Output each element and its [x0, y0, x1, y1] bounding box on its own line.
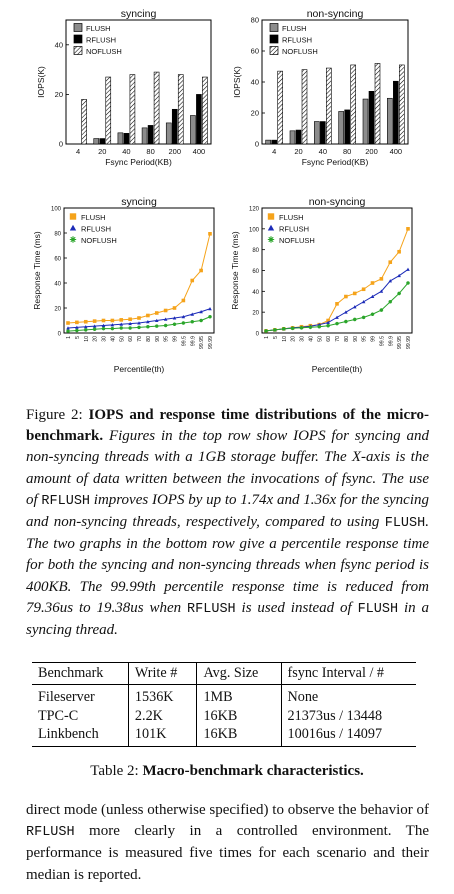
flush-marker	[155, 311, 159, 315]
x-tick-label: 99	[172, 336, 179, 342]
caption-text: . The two graphs in the bottom row give a percentile response time for both the syncing and non-syncing threads when fsync period is 400KB. The 99.99th percentile response time is reduced from 79.36us to 19.38us when	[26, 514, 429, 616]
chart-title: syncing	[120, 8, 157, 20]
flush-marker	[66, 321, 70, 325]
noflush-marker	[335, 322, 339, 326]
x-tick-label: 70	[335, 336, 341, 342]
noflush-bar	[130, 75, 135, 144]
y-tick-label: 20	[54, 306, 61, 313]
x-tick-label: 40	[110, 336, 117, 342]
x-tick-label: 400	[389, 147, 403, 156]
noflush-marker	[199, 319, 203, 323]
noflush-marker	[84, 328, 88, 332]
x-tick-label: 60	[128, 336, 135, 342]
chart-title: non-syncing	[306, 8, 364, 20]
flush-marker	[208, 232, 212, 236]
flush-marker	[335, 302, 339, 306]
noflush-marker	[353, 318, 357, 322]
rflush-marker	[208, 307, 212, 310]
legend-swatch	[74, 47, 82, 55]
noflush-marker	[164, 324, 168, 328]
noflush-marker	[155, 324, 159, 328]
rflush-bar	[345, 110, 350, 144]
y-tick-label: 20	[250, 108, 259, 118]
caption-code: RFLUSH	[41, 493, 91, 509]
table-label: Table 2:	[90, 763, 139, 779]
noflush-marker	[146, 325, 150, 329]
x-tick-label: 20	[92, 336, 99, 342]
noflush-bar	[154, 72, 159, 144]
x-tick-label: 99.9	[388, 336, 395, 347]
iops-non-syncing-chart	[232, 8, 408, 167]
x-tick-label: 90	[352, 336, 359, 342]
flush-marker	[388, 260, 392, 264]
table-cell: 2.2K	[128, 707, 197, 726]
body-paragraph	[26, 800, 429, 886]
noflush-marker	[208, 315, 212, 319]
flush-bar	[190, 115, 195, 144]
table-row	[32, 685, 416, 707]
x-tick-label: 5	[272, 336, 279, 339]
table-cell: 16KB	[197, 725, 281, 746]
rflush-bar	[172, 109, 177, 144]
flush-bar	[166, 123, 171, 144]
noflush-marker	[111, 327, 115, 331]
y-tick-label: 20	[252, 310, 259, 317]
body-text: direct mode (unless otherwise specified) to observe the behavior of	[26, 802, 429, 818]
noflush-marker	[75, 329, 79, 333]
caption-code: FLUSH	[357, 601, 399, 617]
x-tick-label: 40	[122, 147, 131, 156]
rflush-line	[266, 269, 408, 330]
x-tick-label: 1	[264, 336, 270, 339]
noflush-bar	[106, 77, 111, 144]
x-tick-label: 90	[154, 336, 161, 342]
x-tick-label: 5	[74, 336, 81, 339]
y-tick-label: 0	[57, 331, 61, 338]
noflush-marker	[291, 327, 295, 331]
table-cell: TPC-C	[38, 707, 79, 724]
noflush-marker	[128, 326, 132, 330]
response-time-syncing-chart	[32, 196, 214, 374]
x-tick-label: 99	[370, 336, 377, 342]
y-tick-label: 60	[54, 256, 61, 263]
rflush-bar	[393, 81, 398, 144]
x-tick-label: 60	[326, 336, 333, 342]
table-cell: 1MB	[197, 685, 281, 707]
x-tick-label: 20	[294, 147, 303, 156]
noflush-marker	[282, 327, 286, 331]
flush-bar	[314, 122, 319, 144]
noflush-marker	[300, 326, 304, 330]
x-tick-label: 40	[308, 336, 315, 342]
legend-label: RFLUSH	[81, 224, 112, 234]
table-cell: Linkbench	[32, 725, 128, 746]
flush-bar	[94, 139, 99, 144]
noflush-bar	[178, 75, 183, 144]
table-cell: 101K	[128, 725, 197, 746]
noflush-marker	[326, 324, 330, 328]
table-cell: 16KB	[197, 707, 281, 726]
flush-bar	[387, 98, 392, 144]
figure-caption	[26, 405, 429, 641]
rflush-marker	[70, 225, 76, 231]
rflush-bar	[369, 91, 374, 144]
flush-marker	[182, 299, 186, 303]
x-tick-label: 95	[163, 336, 170, 342]
iops-syncing-chart	[36, 8, 211, 167]
flush-marker	[93, 319, 97, 323]
noflush-marker	[388, 300, 392, 304]
x-axis-label: Fsync Period(KB)	[105, 157, 172, 167]
table-cell: None	[281, 685, 416, 707]
figure-label: Figure 2:	[26, 407, 83, 423]
noflush-bar	[202, 77, 207, 144]
body-text: more clearly in a controlled environment. The performance is measured five times for each scenario and their median is reported.	[26, 823, 430, 883]
rflush-marker	[406, 268, 410, 271]
x-axis-label: Percentile(th)	[113, 364, 165, 374]
x-tick-label: 10	[83, 336, 90, 342]
figure-caption-title: IOPS and response time distributions of the micro-benchmark.	[26, 407, 429, 445]
flush-marker	[164, 309, 168, 313]
caption-code: RFLUSH	[187, 601, 236, 617]
table-cell: 21373us / 13448	[281, 707, 416, 726]
y-tick-label: 40	[252, 289, 259, 296]
legend-label: RFLUSH	[86, 35, 117, 45]
figure-2	[0, 0, 454, 400]
x-tick-label: 4	[272, 147, 277, 156]
x-tick-label: 99.95	[199, 336, 206, 349]
y-axis-label: Response Time (ms)	[32, 231, 42, 310]
noflush-marker	[380, 308, 384, 312]
y-tick-label: 100	[248, 227, 259, 234]
x-axis-label: Fsync Period(KB)	[301, 157, 369, 167]
x-tick-label: 99.95	[397, 336, 404, 349]
table-header: Avg. Size	[197, 663, 281, 685]
y-tick-label: 80	[250, 15, 259, 25]
caption-text: Figures in the top row show IOPS for syncing and non-syncing threads with a 1GB storage buffer. The X-axis is the amount of data written between the invocations of fsync. The use of	[26, 428, 429, 508]
noflush-marker	[397, 292, 401, 296]
flush-marker	[75, 321, 79, 325]
y-tick-label: 60	[252, 269, 259, 275]
response-time-non-syncing-chart	[230, 196, 412, 374]
chart-title: non-syncing	[308, 196, 366, 208]
chart-title: syncing	[121, 196, 157, 208]
legend-swatch	[270, 35, 278, 43]
table-header-row	[32, 663, 416, 685]
flush-marker	[70, 213, 76, 219]
legend-swatch	[74, 35, 82, 43]
flush-marker	[353, 292, 357, 296]
y-tick-label: 80	[54, 231, 61, 238]
x-tick-label: 40	[318, 147, 328, 156]
flush-marker	[406, 227, 410, 231]
x-axis-label: Percentile(th)	[311, 364, 363, 374]
rflush-bar	[296, 130, 301, 144]
flush-bar	[118, 133, 123, 144]
noflush-marker	[268, 236, 274, 242]
x-tick-label: 99.9	[190, 336, 197, 347]
x-tick-label: 95	[361, 336, 368, 342]
rflush-bar	[272, 140, 277, 144]
x-tick-label: 400	[192, 147, 206, 156]
rflush-bar	[124, 133, 129, 144]
noflush-marker	[102, 327, 106, 331]
legend-label: FLUSH	[81, 213, 106, 222]
noflush-marker	[264, 329, 268, 333]
noflush-marker	[344, 320, 348, 324]
flush-marker	[344, 295, 348, 299]
noflush-bar	[399, 65, 404, 144]
table-header: Benchmark	[32, 663, 128, 685]
noflush-bar	[278, 71, 283, 144]
noflush-marker	[137, 326, 141, 330]
noflush-marker	[362, 316, 366, 320]
x-tick-label: 200	[365, 147, 378, 156]
flush-marker	[102, 319, 106, 323]
table-caption-title: Macro-benchmark characteristics.	[142, 763, 364, 779]
y-tick-label: 0	[255, 331, 259, 338]
y-tick-label: 40	[54, 281, 61, 288]
noflush-marker	[173, 322, 177, 326]
x-tick-label: 80	[343, 336, 350, 342]
rflush-bar	[148, 125, 153, 144]
flush-marker	[199, 269, 203, 273]
legend-label: FLUSH	[282, 24, 307, 33]
y-tick-label: 40	[250, 77, 259, 87]
rflush-bar	[320, 122, 325, 144]
x-tick-label: 20	[290, 336, 297, 342]
x-tick-label: 50	[119, 336, 126, 342]
legend-label: NOFLUSH	[86, 47, 122, 56]
table-row	[32, 707, 416, 726]
noflush-marker	[182, 321, 186, 325]
rflush-marker	[268, 225, 274, 231]
flush-marker	[111, 319, 115, 323]
x-tick-label: 10	[281, 336, 288, 342]
noflush-marker	[190, 320, 194, 324]
legend-label: NOFLUSH	[282, 47, 318, 56]
noflush-marker	[93, 327, 97, 331]
legend-swatch	[74, 24, 82, 32]
flush-marker	[137, 316, 141, 320]
noflush-marker	[317, 325, 321, 329]
noflush-bar	[326, 68, 331, 144]
noflush-bar	[351, 65, 356, 144]
flush-bar	[363, 99, 368, 144]
flush-marker	[119, 318, 123, 322]
rflush-bar	[196, 94, 201, 144]
y-tick-label: 80	[252, 248, 259, 255]
table-caption	[0, 763, 454, 780]
legend-label: FLUSH	[86, 24, 111, 33]
flush-bar	[290, 131, 295, 144]
x-tick-label: 4	[75, 147, 81, 156]
legend-label: NOFLUSH	[279, 236, 315, 245]
legend-label: RFLUSH	[282, 35, 313, 45]
macro-benchmark-table	[32, 662, 416, 747]
x-tick-label: 70	[137, 336, 143, 342]
flush-marker	[268, 213, 274, 219]
table-cell: 10016us / 14097	[281, 725, 416, 746]
flush-bar	[266, 140, 271, 144]
y-tick-label: 0	[254, 139, 259, 149]
caption-text: in a syncing thread.	[26, 599, 430, 639]
legend-swatch	[270, 24, 278, 32]
x-tick-label: 99.99	[406, 336, 412, 349]
flush-marker	[146, 314, 150, 318]
noflush-marker	[119, 326, 123, 330]
noflush-marker	[406, 281, 410, 285]
legend-swatch	[270, 47, 278, 55]
noflush-marker	[66, 329, 70, 333]
x-tick-label: 30	[299, 336, 306, 342]
body-code: RFLUSH	[26, 825, 75, 841]
y-tick-label: 40	[54, 40, 63, 50]
flush-marker	[173, 306, 177, 310]
caption-text: is used instead of	[241, 599, 352, 616]
flush-marker	[362, 287, 366, 291]
noflush-marker	[273, 328, 277, 332]
x-tick-label: 80	[342, 147, 352, 156]
flush-line	[68, 234, 210, 323]
x-tick-label: 50	[317, 336, 324, 342]
y-tick-label: 60	[250, 46, 259, 56]
legend-label: NOFLUSH	[81, 236, 117, 245]
x-tick-label: 200	[168, 147, 182, 156]
table-cell: 1536K	[128, 685, 197, 707]
flush-marker	[128, 317, 132, 321]
table-header: Write #	[128, 663, 197, 685]
x-tick-label: 30	[101, 336, 108, 342]
y-tick-label: 120	[248, 206, 259, 213]
legend-label: FLUSH	[279, 213, 304, 222]
noflush-marker	[309, 325, 313, 329]
x-tick-label: 80	[146, 147, 155, 156]
noflush-bar	[82, 99, 87, 144]
x-tick-label: 99.5	[181, 336, 188, 347]
y-axis-label: Response Time (ms)	[230, 231, 240, 310]
y-tick-label: 0	[58, 139, 63, 149]
flush-marker	[380, 277, 384, 281]
flush-marker	[371, 281, 375, 285]
x-tick-label: 1	[66, 336, 72, 339]
legend-label: RFLUSH	[279, 224, 310, 234]
flush-marker	[190, 279, 194, 283]
x-tick-label: 99.5	[379, 336, 386, 347]
noflush-marker	[70, 236, 76, 242]
y-axis-label: IOPS(K)	[232, 66, 242, 98]
x-tick-label: 80	[145, 336, 152, 342]
noflush-marker	[371, 312, 375, 316]
caption-code: FLUSH	[384, 516, 426, 532]
noflush-bar	[375, 63, 380, 144]
y-tick-label: 100	[50, 206, 61, 213]
table-row	[32, 725, 416, 746]
table-header: fsync Interval / #	[281, 663, 416, 685]
y-axis-label: IOPS(K)	[36, 66, 46, 98]
caption-text: improves IOPS by up to 1.74x and 1.36x for the syncing and non-syncing threads, respectively, compared to using	[26, 491, 429, 531]
flush-bar	[339, 111, 344, 144]
rflush-bar	[100, 139, 105, 144]
table-cell: Fileserver	[38, 689, 95, 705]
x-tick-label: 20	[98, 147, 107, 156]
flush-bar	[142, 128, 147, 144]
noflush-bar	[302, 70, 307, 144]
y-tick-label: 20	[54, 89, 63, 99]
x-tick-label: 99.99	[208, 336, 214, 349]
flush-marker	[397, 250, 401, 254]
flush-marker	[84, 320, 88, 324]
